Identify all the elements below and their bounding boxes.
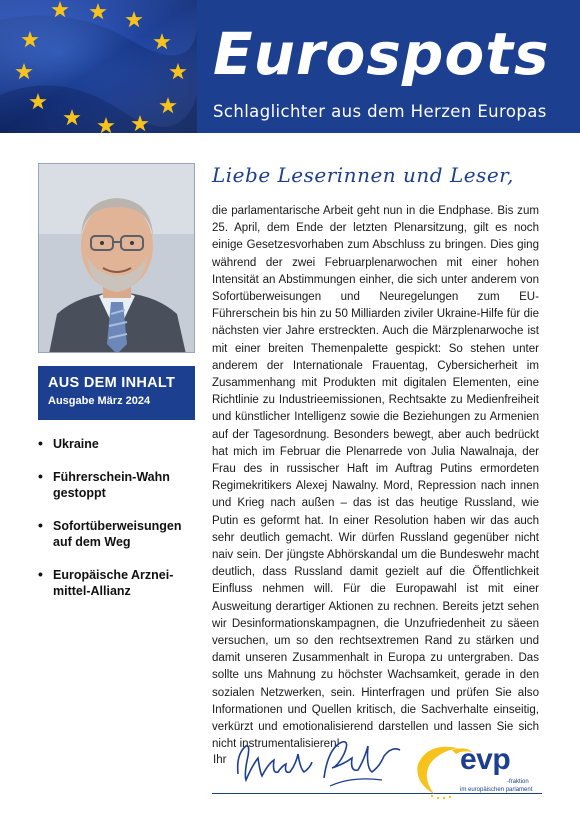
letter-body: die parlamentarische Arbeit geht nun in die Endphase. Bis zum 25. April, dem Ende der letzten Plenarsitzung, gilt es noch einige Gesetzesvorhaben zum Abschluss zu bringen. Dies ging während der zwei Februarplenarwochen mit einer hohen Intensität an Abstimmungen einher, die sich unter anderem von Sofortüberweisungen und Neuregelungen zum EU-Führerschein bis hin zu 50 Milliarden ziviler Ukraine-Hilfe für die nächsten vier Jahre erstreckten. Auch die Märzplenarwoche ist mit einer breiten Themenpalette gespickt: So stehen unter anderem der Internationale Frauentag, Cybersicherheit im Zusammenhang mit Produkten mit digitalen Elementen, eine Richtlinie zu Industrieemissionen, Rechtsakte zu Medienfreiheit und künstlicher Intelligenz sowie die Beziehungen zu Armenien auf der Tagesordnung. Besonders bewegt, aber auch bedrückt hat mich im Februar die Plenarrede von Julia Nawalnaja, der Frau des in russischer Haft im Auftrag Putins ermordeten Regimekritikers Alexej Nawalny. Mord, Repression nach innen und Krieg nach außen – das ist das heutige Russland, wie Putin es geformt hat. In einer Resolution haben wir das auch sehr deutlich gemacht. Wir dürfen Russland gegenüber nicht naiv sein. Der jüngste Abhörskandal um die Bundeswehr macht deutlich, dass Russland damit gezielt auf die Öffentlichkeit Einfluss nehmen will. Für die Europawahl ist mit einer Ausweitung derartiger Aktionen zu rechnen. Bereits jetzt sehen wir Desinformationskampagnen, die Unzufriedenheit zu säeen versuchen, um so den rechtsextremen Rand zu stärken und damit unseren Zusammenhalt in Europa zu untergraben. Das sollte uns Mahnung zu höchster Wachsamkeit, gerade in den sozialen Netzwerken, sein. Hinterfragen und prüfen Sie also Informationen und Quellen kritisch, die Sachverhalte einseitig, verkürzt und emotionalisierend darstellen und lassen Sie sich nicht instrumentalisieren! [212, 205, 539, 751]
eu-flag-icon [0, 0, 197, 133]
newsletter-title: Eurospots [213, 20, 550, 88]
logo-subline-1: -fraktion [507, 779, 529, 785]
newsletter-subtitle: Schlaglichter aus dem Herzen Europas [213, 102, 547, 121]
logo-subline-2: im europäischen parlament [460, 787, 533, 793]
toc-item [38, 518, 198, 550]
letter-greeting: Liebe Leserinnen und Leser, [212, 163, 514, 187]
toc-item [38, 567, 198, 599]
toc-list [38, 436, 198, 616]
masthead [0, 0, 580, 133]
toc-item [38, 469, 198, 501]
toc-title: AUS DEM INHALT [48, 375, 176, 391]
toc-item: • Ukraine [38, 436, 198, 452]
toc-item-text: Europäische Arznei-mittel-Allianz [53, 568, 174, 598]
toc-item-text: Führerschein-Wahn gestoppt [53, 470, 170, 500]
toc-header-box [38, 366, 195, 420]
toc-item-text: Sofortüberweisungen auf dem Weg [53, 519, 182, 549]
logo-name: evp [460, 743, 511, 776]
toc-issue: Ausgabe März 2024 [48, 395, 151, 407]
signature-graphic [232, 728, 412, 797]
author-portrait [38, 163, 195, 353]
closing-prefix: Ihr [213, 754, 227, 766]
